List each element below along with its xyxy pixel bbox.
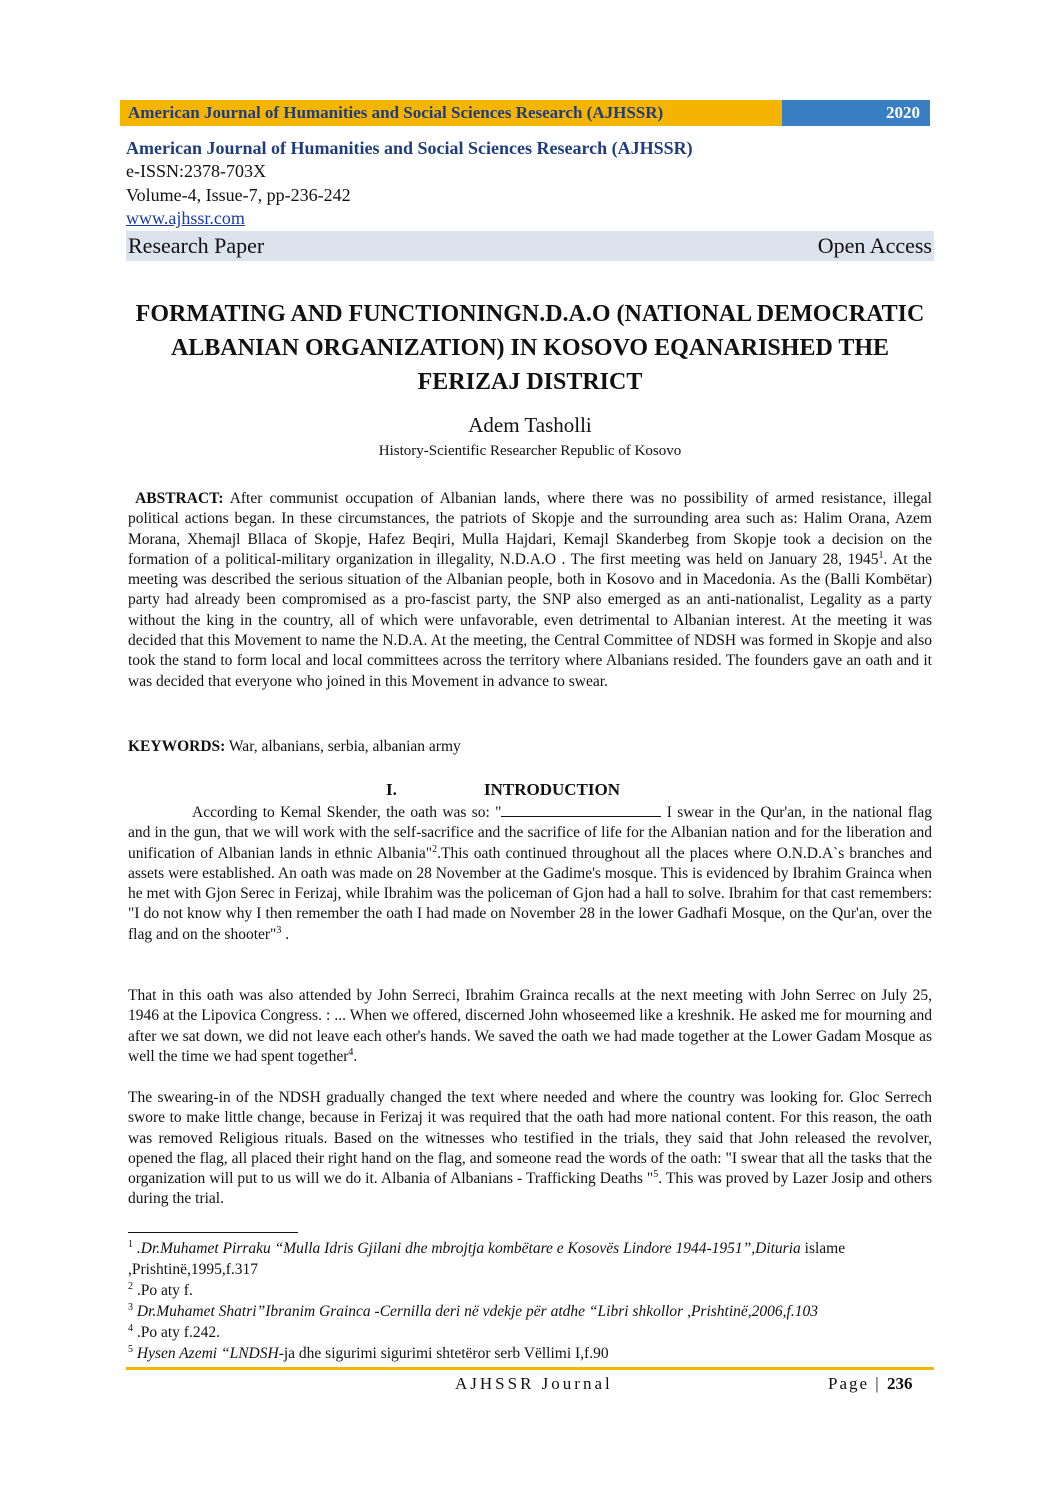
footnotes <box>128 1238 932 1364</box>
keywords <box>128 738 932 756</box>
paragraph-1 <box>128 802 932 945</box>
p3-text-a: The swearing-in of the NDSH gradually changed the text where needed and where the country was looking for. Gloc Serrech swore to make little change, because in Ferizaj it was required that the oath had more national content. For this reason, the oath was removed Religious rituals. Based on the witnesses who testified in the trials, they said that John released the revolver, opened the flag, all placed their right hand on the flag, and someone read the words of the oath: "I swear that all the tasks that the organization will put to us will we do it. Albania of Albanians - Trafficking Deaths " <box>128 1089 932 1188</box>
footnote-number: 4 <box>128 1322 133 1334</box>
footer-divider <box>126 1367 934 1370</box>
running-header <box>120 100 930 126</box>
footer-journal: AJHSSR Journal <box>455 1374 613 1393</box>
footnote-citation: Hysen Azemi “LNDSH <box>133 1345 279 1362</box>
footnote-ref-4[interactable]: 4 <box>348 1046 354 1058</box>
journal-name: American Journal of Humanities and Social Sciences Research (AJHSSR) <box>126 138 693 158</box>
footnote-number: 1 <box>128 1238 133 1250</box>
footnote-ref-3[interactable]: 3 <box>276 924 282 936</box>
running-header-year: 2020 <box>782 100 930 126</box>
paper-title: FORMATING AND FUNCTIONINGN.D.A.O (NATIONAL DEMOCRATIC ALBANIAN ORGANIZATION) IN KOSOVO EQANARISHED THE FERIZAJ DISTRICT <box>135 301 925 395</box>
footnote-divider <box>128 1232 298 1233</box>
access-type: Open Access <box>817 233 932 258</box>
p3-text-b: . This was proved by Lazer Josip and others during the trial. <box>128 1170 932 1208</box>
eissn: e-ISSN:2378-703X <box>126 161 266 181</box>
paper-type: Research Paper <box>128 233 265 258</box>
journal-website-link[interactable]: www.ajhssr.com <box>126 208 245 228</box>
p1-text-c: .This oath continued throughout all the places where O.N.D.A`s branches and assets were established. An oath was made on 28 November at the Gadime's mosque. This is evidenced by Ibrahim Grainca when he met with Gjon Serec in Ferizaj, while Ibrahim was the policeman of Gjon had a hall to solve. Ibrahim for that cast remembers: "I do not know why I then remember the oath I had made on November 28 in the lower Gadhafi Mosque, on the Qur'an, over the flag and on the shooter" <box>128 844 932 943</box>
paragraph-2 <box>128 986 932 1067</box>
author-affiliation: History-Scientific Researcher Republic of Kosovo <box>378 443 682 459</box>
page-number <box>828 1374 912 1394</box>
paragraph-3 <box>128 1088 932 1210</box>
footnote-1 <box>128 1238 932 1280</box>
footnote-detail: .Po aty f.242. <box>133 1324 220 1341</box>
footnote-ref-1[interactable]: 1 <box>878 549 884 561</box>
footnote-number: 3 <box>128 1301 133 1313</box>
page-label: Page | <box>828 1374 887 1393</box>
p2-text-a: That in this oath was also attended by John Serreci, Ibrahim Grainca recalls at the next meeting with John Serrec on July 25, 1946 at the Lipovica Congress. : ... When we offered, discerned John whoseemed like a kreshnik. He asked me for mourning and after we sat down, we did not leave each other's hands. We saved the oath we had made together at the Lower Gadam Mosque as well the time we had spent together <box>128 987 932 1065</box>
running-header-journal: American Journal of Humanities and Social Sciences Research (AJHSSR) <box>120 100 782 126</box>
abstract-text-a: After communist occupation of Albanian lands, where there was no possibility of armed resistance, illegal political actions began. In these circumstances, the patriots of Skopje and the surrounding area such as: Halim Orana, Azem Morana, Xhemajl Bllaca of Skopje, Hafez Beqiri, Mulla Hajdari, Kemajl Skanderbeg from Skopje took a decision on the formation of a political-military organization in illegality, N.D.A.O . The first meeting was held on January 28, 1945 <box>128 490 932 568</box>
paper-type-bar <box>126 231 934 261</box>
footnote-detail: islame ,Prishtinë,1995,f.317 <box>128 1240 846 1278</box>
footnote-4 <box>128 1322 932 1343</box>
section-number: I. <box>386 780 397 799</box>
footnote-ref-5[interactable]: 5 <box>653 1169 659 1181</box>
p1-text-b: I swear in the Qur'an, in the national flag and in the gun, that we will work with the self-sacrifice and the sacrifice of life for the Albanian nation and for the liberation and unification of Albanian lands in ethnic Albania" <box>128 804 932 862</box>
p2-text-b: . <box>353 1047 358 1065</box>
footnote-5 <box>128 1343 932 1364</box>
article-meta <box>126 137 934 261</box>
footnote-citation: Dr.Muhamet Shatri”Ibranim Grainca -Cernilla deri në vdekje për atdhe “Libri shkollor ,Prishtinë,2006,f.103 <box>133 1303 818 1320</box>
p1-text-d: . <box>281 925 290 943</box>
volume-issue: Volume-4, Issue-7, pp-236-242 <box>126 185 351 205</box>
footnote-number: 2 <box>128 1280 133 1292</box>
keywords-label: KEYWORDS: <box>128 738 226 755</box>
footnote-detail: .Po aty f. <box>133 1282 193 1299</box>
abstract <box>128 489 932 692</box>
footnote-number: 5 <box>128 1343 133 1355</box>
page-number-value: 236 <box>886 1374 913 1393</box>
footnote-detail: -ja dhe sigurimi sigurimi shtetëror serb Vëllimi I,f.90 <box>278 1345 609 1362</box>
footnote-2 <box>128 1280 932 1301</box>
keywords-text: War, albanians, serbia, albanian army <box>225 738 461 755</box>
abstract-label: ABSTRACT: <box>135 490 224 507</box>
oath-blank <box>501 802 661 817</box>
footnote-3 <box>128 1301 932 1322</box>
p1-text-a: According to Kemal Skender, the oath was so: " <box>192 804 502 821</box>
author-name: Adem Tasholli <box>468 413 592 437</box>
abstract-text-b: . At the meeting was described the serious situation of the Albanian people, both in Kosovo and in Macedonia. As the (Balli Kombëtar) party had already been compromised as a pro-fascist party, the SNP also emerged as an anti-nationalist, Legality as a party without the king in the country, all of which were unfavorable, even detrimental to Albanian interest. At the meeting it was decided that this Movement to name the N.D.A. At the meeting, the Central Committee of NDSH was formed in Skopje and also took the stand to form local and local committees across the territory where Albanians resided. The founders gave an oath and it was decided that everyone who joined in this Movement in advance to swear. <box>128 550 932 690</box>
footnote-ref-2[interactable]: 2 <box>432 843 438 855</box>
section-title: INTRODUCTION <box>484 780 621 799</box>
footnote-citation: .Dr.Muhamet Pirraku “Mulla Idris Gjilani dhe mbrojtja kombëtare e Kosovës Lindore 1944-1951”,Dituria <box>133 1240 801 1257</box>
